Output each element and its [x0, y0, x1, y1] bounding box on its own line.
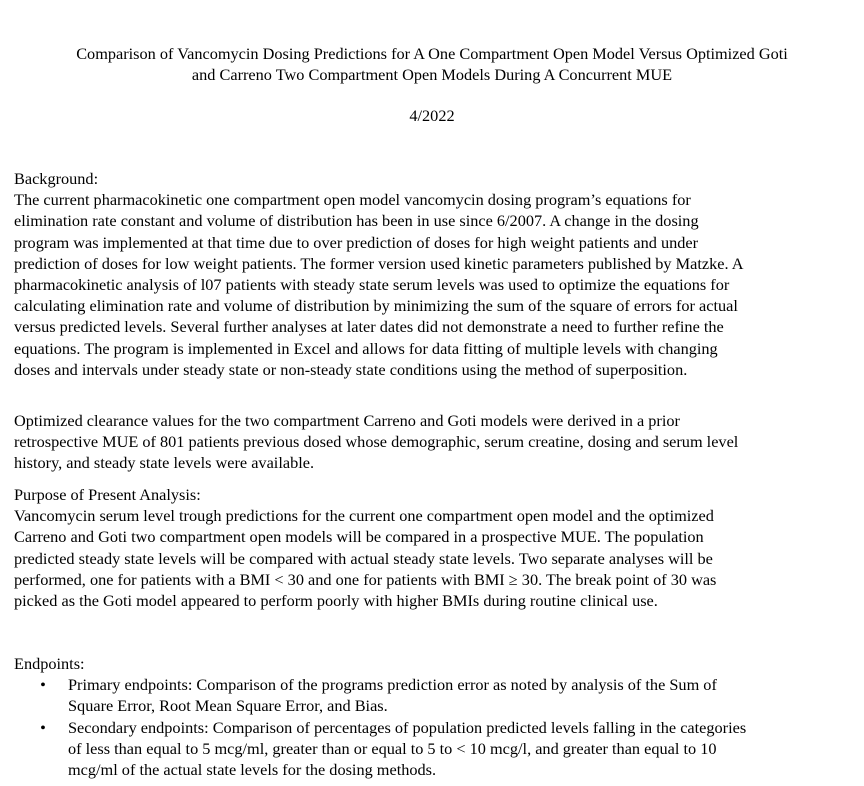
- document-date: 4/2022: [409, 106, 455, 125]
- paragraph-line: retrospective MUE of 801 patients previous dosed whose demographic, serum creatine, dosing and serum level: [14, 432, 739, 452]
- paragraph-line: The current pharmacokinetic one compartment open model vancomycin dosing program’s equations for: [14, 190, 691, 210]
- paragraph-line: pharmacokinetic analysis of l07 patients with steady state serum levels was used to optimize the equations for: [14, 274, 730, 294]
- paragraph-line: prediction of doses for low weight patients. The former version used kinetic parameters published by Matzke. A: [14, 253, 744, 273]
- endpoints-list: [14, 674, 854, 780]
- paragraph-line: picked as the Goti model appeared to perform poorly with higher BMIs during routine clinical use.: [14, 590, 658, 610]
- purpose-section: [14, 484, 854, 611]
- list-item-line: Square Error, Root Mean Square Error, and Bias.: [68, 696, 388, 716]
- list-item-line: Secondary endpoints: Comparison of percentages of population predicted levels falling in the categories: [68, 717, 747, 737]
- paragraph-line: performed, one for patients with a BMI < 30 and one for patients with BMI ≥ 30. The break point of 30 was: [14, 569, 717, 589]
- paragraph-line: Optimized clearance values for the two compartment Carreno and Goti models were derived in a prior: [14, 411, 680, 430]
- bullet-icon: •: [40, 675, 46, 695]
- paragraph-line: Vancomycin serum level trough predictions for the current one compartment open model and the optimized: [14, 506, 714, 526]
- clearance-paragraph: [14, 410, 854, 474]
- document-title: [0, 43, 864, 85]
- endpoints-heading: Endpoints:: [14, 654, 85, 673]
- list-item-line: Primary endpoints: Comparison of the programs prediction error as noted by analysis of the Sum of: [68, 675, 717, 695]
- endpoints-section: [14, 653, 854, 780]
- paragraph-line: predicted steady state levels will be compared with actual steady state levels. Two separate analyses will be: [14, 548, 713, 568]
- paragraph-line: elimination rate constant and volume of distribution has been in use since 6/2007. A change in the dosing: [14, 211, 699, 231]
- background-section: [14, 168, 854, 380]
- paragraph-line: doses and intervals under steady state or non-steady state conditions using the method of superposition.: [14, 359, 688, 379]
- list-item-primary-endpoints: [14, 674, 854, 716]
- title-line: Comparison of Vancomycin Dosing Predictions for A One Compartment Open Model Versus Optimized Goti: [76, 44, 788, 63]
- paragraph-line: history, and steady state levels were available.: [14, 453, 315, 473]
- list-item-line: of less than equal to 5 mcg/ml, greater than or equal to 5 to < 10 mcg/l, and greater than equal to 10: [68, 738, 717, 758]
- background-heading: Background:: [14, 169, 99, 188]
- title-line: and Carreno Two Compartment Open Models During A Concurrent MUE: [191, 65, 673, 84]
- list-item-secondary-endpoints: [14, 717, 854, 781]
- list-item-line: mcg/ml of the actual state levels for the dosing methods.: [68, 759, 437, 779]
- paragraph-line: program was implemented at that time due to over prediction of doses for high weight patients and under: [14, 232, 699, 252]
- bullet-icon: •: [40, 717, 46, 737]
- paragraph-line: calculating elimination rate and volume of distribution by minimizing the sum of the square of errors for actual: [14, 296, 738, 316]
- purpose-heading: Purpose of Present Analysis:: [14, 485, 201, 504]
- paragraph-line: equations. The program is implemented in Excel and allows for data fitting of multiple levels with changing: [14, 338, 718, 358]
- paragraph-line: Carreno and Goti two compartment open models will be compared in a prospective MUE. The population: [14, 527, 704, 547]
- paragraph-line: versus predicted levels. Several further analyses at later dates did not demonstrate a need to further refine the: [14, 317, 724, 337]
